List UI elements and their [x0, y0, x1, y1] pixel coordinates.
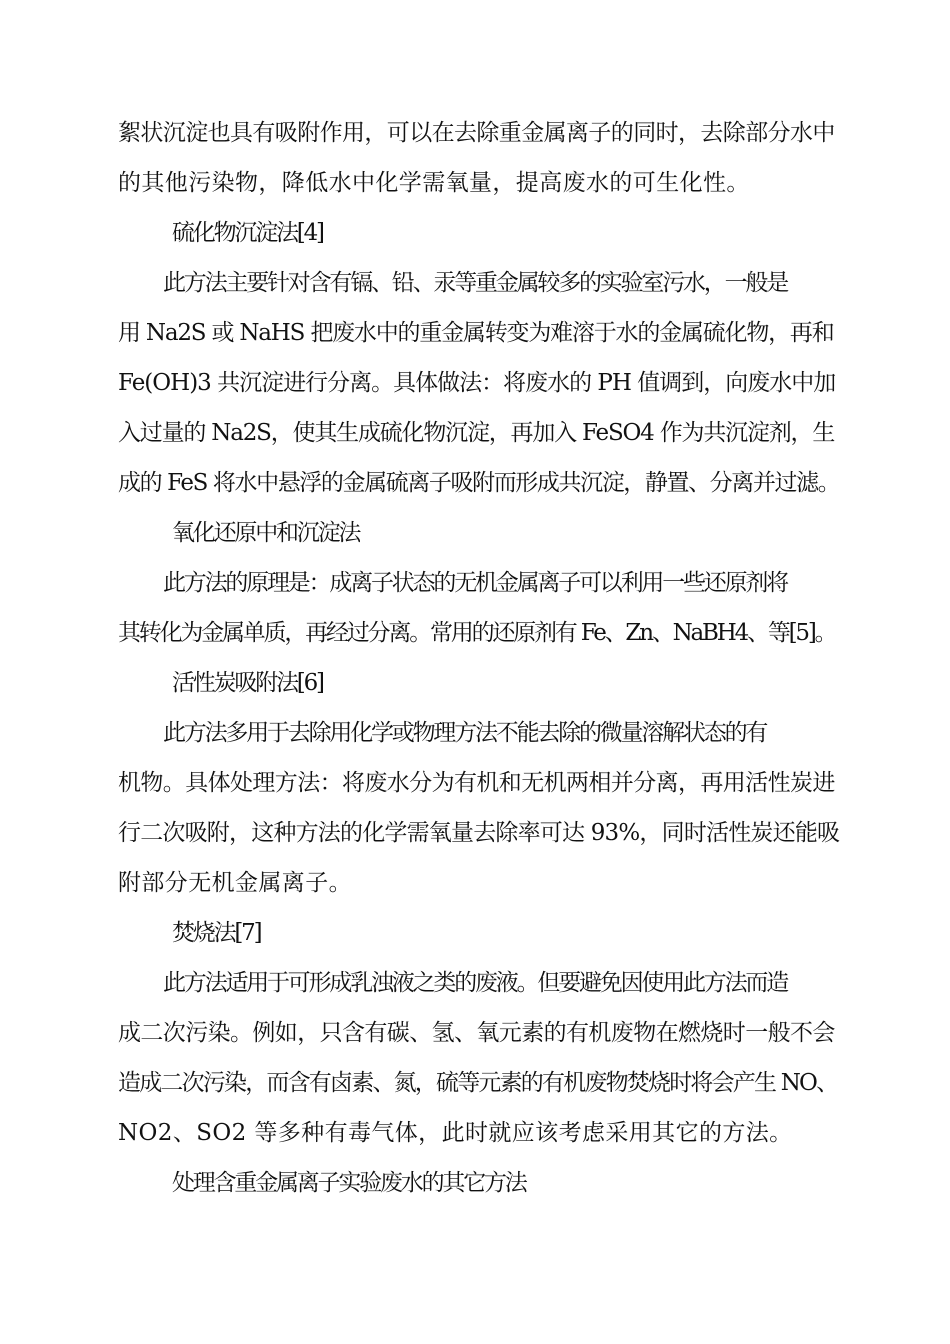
body-text-line: 此方法主要针对含有镉、铅、汞等重金属较多的实验室污水，一般是	[163, 270, 788, 296]
body-text-line: 絮状沉淀也具有吸附作用，可以在去除重金属离子的同时，去除部分水中	[118, 120, 835, 146]
section-heading: 焚烧法[7]	[172, 920, 261, 946]
body-text-line: 用 Na2S 或 NaHS 把废水中的重金属转变为难溶于水的金属硫化物，再和	[118, 320, 834, 346]
body-text-line: 行二次吸附，这种方法的化学需氧量去除率可达 93%，同时活性炭还能吸	[118, 820, 840, 846]
body-text-line: 其转化为金属单质，再经过分离。常用的还原剂有 Fe、Zn、NaBH4、等[5]。	[118, 620, 836, 646]
body-text-line: 造成二次污染，而含有卤素、氮，硫等元素的有机废物焚烧时将会产生 NO、	[118, 1070, 838, 1096]
section-heading: 氧化还原中和沉淀法	[172, 520, 360, 546]
section-heading: 硫化物沉淀法[4]	[172, 220, 323, 246]
body-text-line: 此方法适用于可形成乳浊液之类的废液。但要避免因使用此方法而造	[163, 970, 788, 996]
body-text-line: 成的 FeS 将水中悬浮的金属硫离子吸附而形成共沉淀，静置、分离并过滤。	[118, 470, 840, 496]
body-text-line: 此方法多用于去除用化学或物理方法不能去除的微量溶解状态的有	[163, 720, 767, 746]
section-heading: 活性炭吸附法[6]	[172, 670, 323, 696]
body-text-line: 机物。具体处理方法：将废水分为有机和无机两相并分离，再用活性炭进	[118, 770, 835, 796]
body-text-line: Fe(OH)3 共沉淀进行分离。具体做法：将废水的 PH 值调到，向废水中加	[118, 370, 836, 396]
body-text-line: 此方法的原理是：成离子状态的无机金属离子可以利用一些还原剂将	[163, 570, 788, 596]
body-text-line: 成二次污染。例如，只含有碳、氢、氧元素的有机废物在燃烧时一般不会	[118, 1020, 835, 1046]
body-text-line: 入过量的 Na2S，使其生成硫化物沉淀，再加入 FeSO4 作为共沉淀剂，生	[118, 420, 835, 446]
body-text-line: 附部分无机金属离子。	[118, 870, 352, 896]
body-text-line: 的其他污染物，降低水中化学需氧量，提高废水的可生化性。	[118, 170, 750, 196]
body-text-line: NO2、SO2 等多种有毒气体，此时就应该考虑采用其它的方法。	[118, 1120, 793, 1146]
section-heading: 处理含重金属离子实验废水的其它方法	[172, 1170, 526, 1196]
